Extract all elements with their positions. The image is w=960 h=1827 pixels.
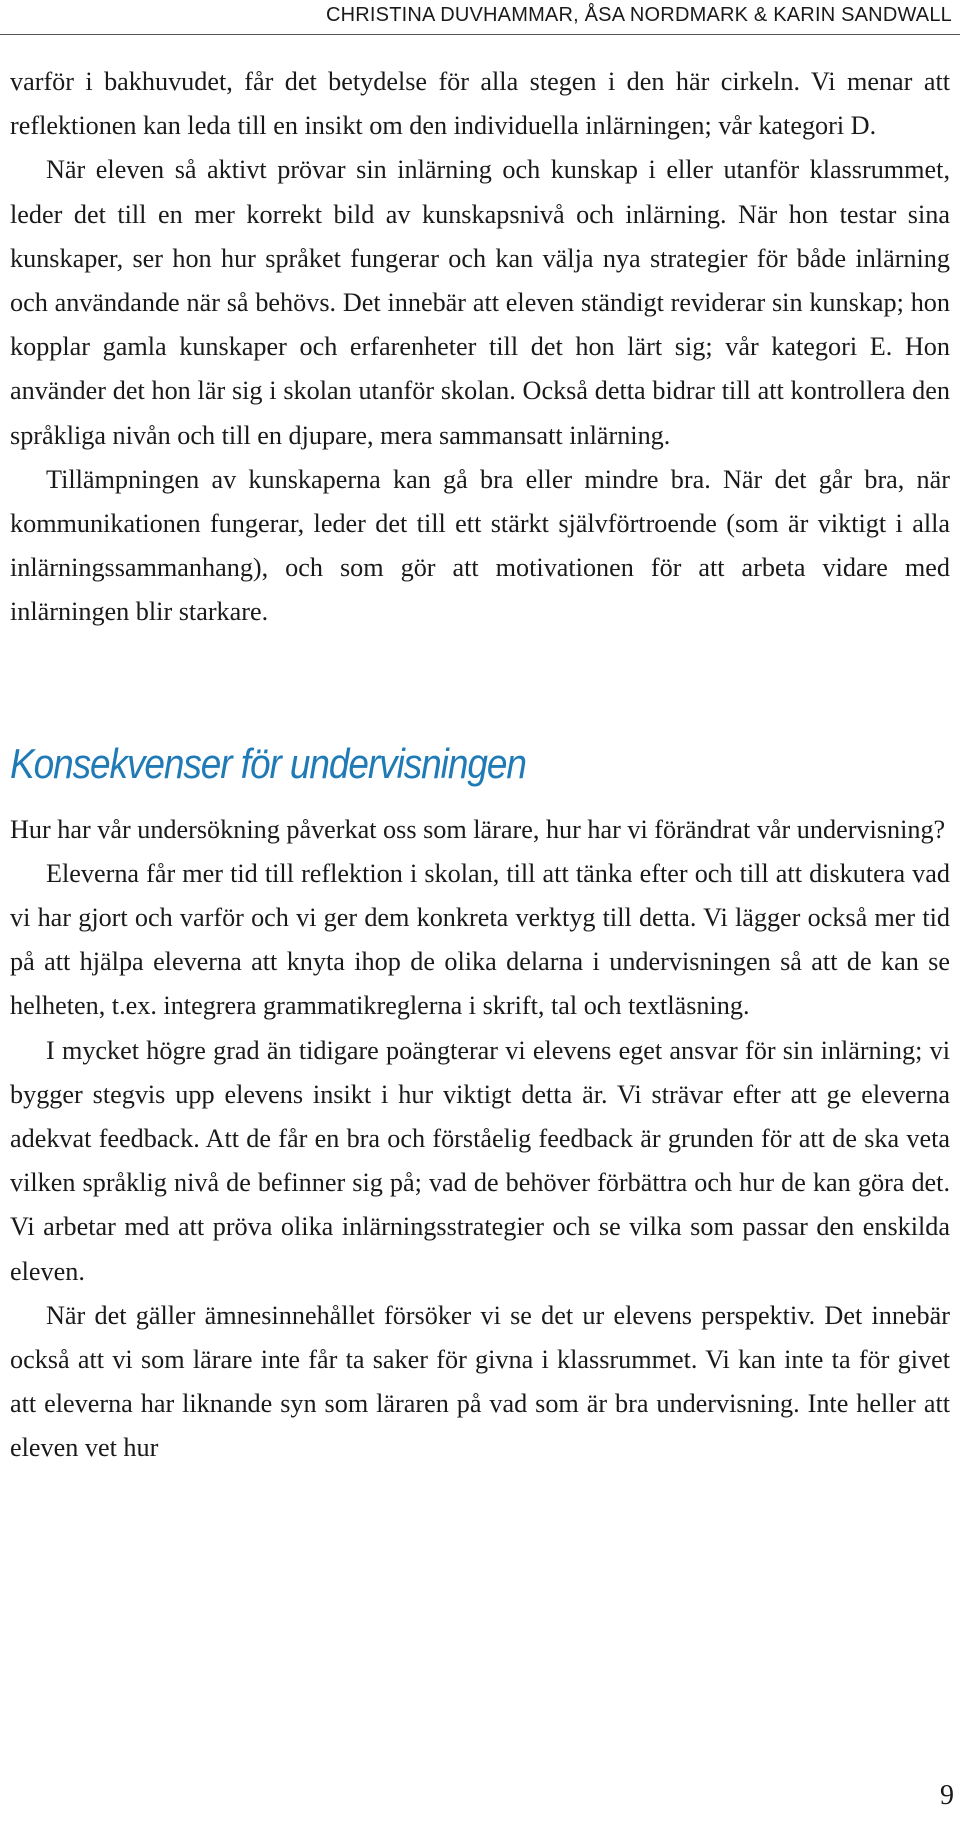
section-paragraph: När det gäller ämnesinnehållet försöker vi se det ur elevens perspektiv. Det innebär också att vi som lärare inte får ta saker för givna i klassrummet. Vi kan inte ta för givet att eleverna har liknande syn som läraren på vad som är bra undervisning. Inte heller att eleven vet hur xyxy=(10,1300,950,1463)
page-body xyxy=(10,60,950,1471)
running-header-title: CHRISTINA DUVHAMMAR, ÅSA NORDMARK & KARIN SANDWALL xyxy=(325,4,952,26)
section-paragraph: Eleverna får mer tid till reflektion i skolan, till att tänka efter och till att diskutera vad vi har gjort och varför och vi ger dem konkreta verktyg till detta. Vi lägger också mer tid på att hjälpa eleverna att knyta ihop de olika delarna i undervisningen så att de kan se helheten, t.ex. integrera grammatikreglerna i skrift, tal och textläsning. xyxy=(10,858,950,1021)
section-paragraph: I mycket högre grad än tidigare poängterar vi elevens eget ansvar för sin inlärning; vi bygger stegvis upp elevens insikt i hur viktigt detta är. Vi strävar efter att ge eleverna adekvat feedback. Att de får en bra och förståelig feedback är grunden för att de ska veta vilken språklig nivå de befinner sig på; vad de behöver förbättra och hur de kan göra det. Vi arbetar med att pröva olika inlärningsstrategier och se vilka som passar den enskilda eleven. xyxy=(10,1035,950,1286)
section-heading: Konsekvenser för undervisningen xyxy=(10,739,526,787)
body-paragraph: När eleven så aktivt prövar sin inlärning och kunskap i eller utanför klassrummet, leder det till en mer korrekt bild av kunskapsnivå och inlärning. När hon testar sina kunskaper, ser hon hur språket fungerar och kan välja nya strategier för både inlärning och användande när så behövs. Det innebär att eleven ständigt reviderar sin kunskap; hon kopplar gamla kunskaper och erfarenheter till det hon lärt sig; vår kategori E. Hon använder det hon lär sig i skolan utanför skolan. Också detta bidrar till att kontrollera den språkliga nivån och till en djupare, mera sammansatt inlärning. xyxy=(10,155,950,450)
body-paragraph: varför i bakhuvudet, får det betydelse för alla stegen i den här cirkeln. Vi menar att reflektionen kan leda till en insikt om den individuella inlärningen; vår kategori D. xyxy=(10,67,950,141)
running-header xyxy=(0,0,960,35)
section-paragraph: Hur har vår undersökning påverkat oss som lärare, hur har vi förändrat vår undervisning? xyxy=(10,814,946,844)
body-paragraph: Tillämpningen av kunskaperna kan gå bra eller mindre bra. När det går bra, när kommunikationen fungerar, leder det till ett stärkt självförtroende (som är viktigt i alla inlärningssammanhang), och som gör att motivationen för att arbeta vidare med inlärningen blir starkare. xyxy=(10,464,950,627)
page-number: 9 xyxy=(940,1780,954,1811)
